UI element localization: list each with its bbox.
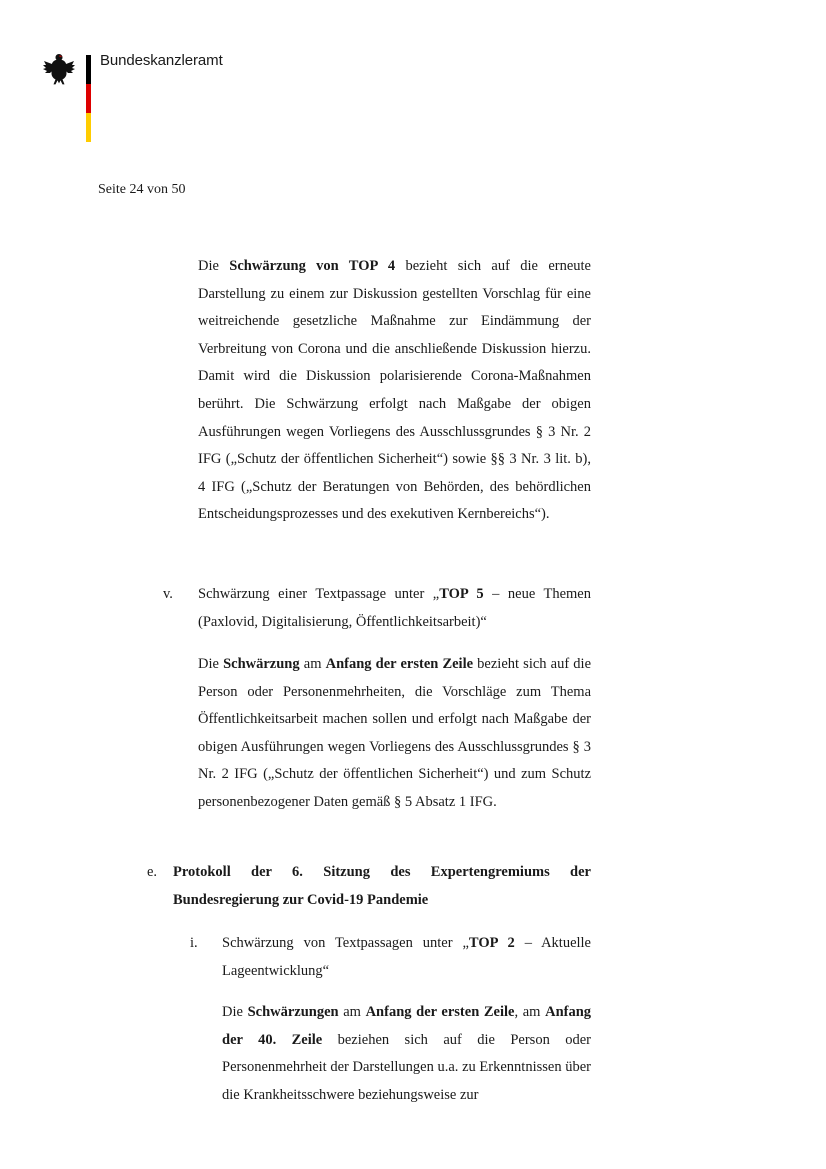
- page-number: Seite 24 von 50: [98, 182, 186, 197]
- list-marker-e: e.: [147, 864, 158, 880]
- flag-stripe-black: [86, 55, 91, 84]
- list-item-top2-heading: Schwärzung von Textpassagen unter „TOP 2 – Aktuelle Lageentwicklung“: [222, 935, 591, 979]
- list-marker-v: v.: [163, 586, 173, 602]
- federal-eagle-icon: [42, 52, 76, 88]
- german-flag-bar: [86, 55, 91, 142]
- list-marker-i: i.: [190, 935, 198, 951]
- flag-stripe-red: [86, 84, 91, 113]
- list-item-top5-heading: Schwärzung einer Textpassage unter „TOP 5 – neue Themen (Paxlovid, Digitalisierung, Öffentlichkeitsarbeit)“: [198, 586, 591, 630]
- section-heading-protocol-6: Protokoll der 6. Sitzung des Expertengremiums der Bundesregierung zur Covid-19 Pandemie: [173, 864, 591, 908]
- authority-name: Bundeskanzleramt: [100, 52, 223, 69]
- paragraph-top5-redaction: Die Schwärzung am Anfang der ersten Zeile bezieht sich auf die Person oder Personenmehrheiten, die Vorschläge zum Thema Öffentlichkeitsarbeit machen sollen und erfolgt nach Maßgabe der obigen Ausführungen wegen Vorliegens des Ausschlussgrundes § 3 Nr. 2 IFG („Schutz der öffentlichen Sicherheit“) und zum Schutz personenbezogener Daten gemäß § 5 Absatz 1 IFG.: [198, 656, 592, 810]
- paragraph-top2-redaction: Die Schwärzungen am Anfang der ersten Zeile, am Anfang der 40. Zeile beziehen sich auf die Person oder Personenmehrheit der Darstellungen u.a. zu Erkenntnissen über die Krankheitsschwere beziehungsweise zur: [222, 1004, 592, 1103]
- paragraph-top4-redaction: Die Schwärzung von TOP 4 bezieht sich auf die erneute Darstellung zu einem zur Diskussion gestellten Vorschlag für eine weitreichende gesetzliche Maßnahme zur Eindämmung der Verbreitung von Corona und die anschließende Diskussion hierzu. Damit wird die Diskussion polarisierende Corona-Maßnahmen berührt. Die Schwärzung erfolgt nach Maßgabe der obigen Ausführungen wegen Vorliegens des Ausschlussgrundes § 3 Nr. 2 IFG („Schutz der öffentlichen Sicherheit“) sowie §§ 3 Nr. 3 lit. b), 4 IFG („Schutz der Beratungen von Behörden, des behördlichen Entscheidungsprozesses und des exekutiven Kernbereichs“).: [198, 258, 591, 523]
- flag-stripe-gold: [86, 113, 91, 142]
